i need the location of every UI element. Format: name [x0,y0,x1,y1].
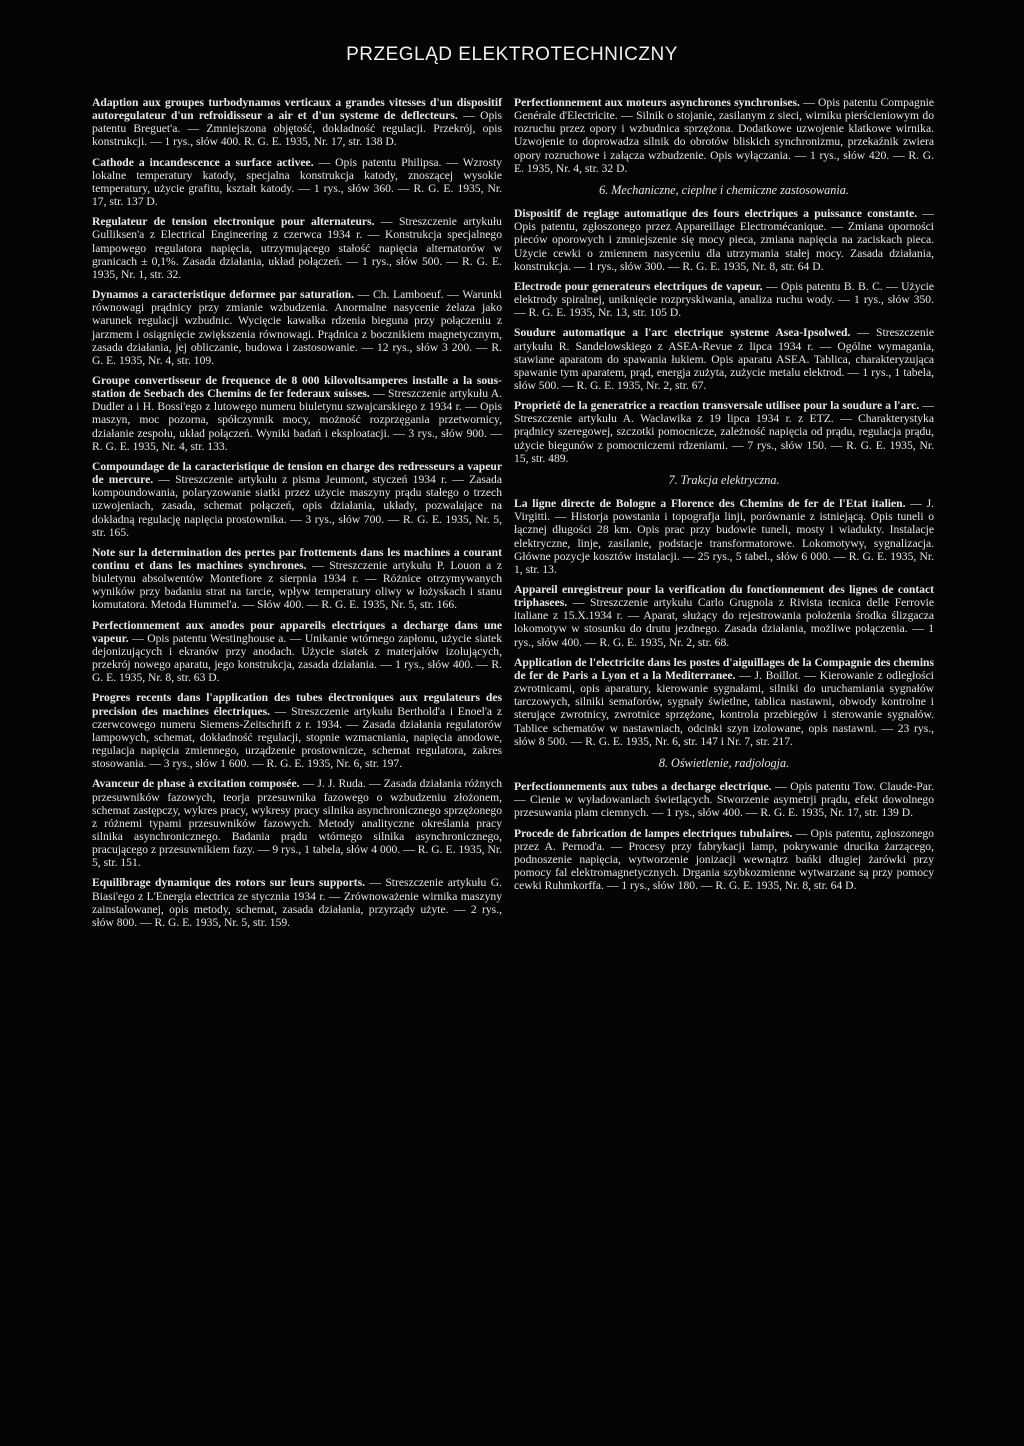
entry-body: — Opis patentu Breguet'a. — Zmniejszona objętość, dokładność regulacji. Przekrój, opis konstrukcji. — 1 rys., słów 400. R. G. E. 1935, Nr. 17, str. 138 D. [92,109,503,149]
entry-title: Groupe convertisseur de frequence de 8 000 kilovoltsamperes installe a la sous-station de Seebach des Chemins de fer federaux suisses. [92,373,502,401]
abstract-entry [514,583,934,649]
entry-body: — Ch. Lamboeuf. — Warunki równowagi prądnicy przy zmianie wzbudzenia. Anormalne nasycenie żelaza jako warunek regulacji wzbudnic. Wycięcie kawałka rdzenia bieguna przy połączeniu z jarzmem i osiągnięcie zwiększenia równowagi. Prądnica z bocznikiem magnetycznym, zasada działania, jej obliczanie, budowa i zastosowanie. — 12 rys., słów 3 200. — R. G. E. 1935, Nr. 4, str. 109. [92,288,502,367]
entry-body: — Streszczenie artykułu A. Wacławika z 19 lipca 1934 r. z ETZ. — Charakterystyka prądnicy szeregowej, szczotki pomocnicze, zależność napięcia od prądu, regulacja prądu, użycie biegunów z pomocniczemi rdzeniami. — 7 rys., słów 150. — R. G. E. 1935, Nr. 15, str. 489. [514,399,934,465]
section-heading: 8. Oświetlenie, radjologja. [658,755,790,770]
entry-title: Adaption aux groupes turbodynamos verticaux a grandes vitesses d'un dispositif autoregulateur d'un refroidisseur a air et d'un systeme de deflecteurs. [92,96,502,123]
abstract-entry [92,288,502,367]
entry-body: — Streszczenie artykułu G. Biasi'ego z L'Energia electrica ze stycznia 1934 r. — Zrównoważenie wirnika maszyny zainstalowanej, opis metody, schemat, zasada działania, przyrządy użyte. — 2 rys., słów 800. — R. G. E. 1935, Nr. 5, str. 159. [92,876,502,929]
entry-body: — Opis patentu Tow. Claude-Par. — Cienie w wyładowaniach świetlących. Stworzenie asymetrji prądu, efekt dowolnego przesuwania plam ciemnych. — 1 rys., słów 400. — R. G. E. 1935, Nr. 17, str. 139 D. [514,780,934,820]
entry-title: Perfectionnement aux anodes pour appareils electriques a decharge dans une vapeur. [92,618,502,645]
entry-body: — Opis patentu B. B. C. — Użycie elektrody spiralnej, uniknięcie rozpryskiwania, analiza ruchu wody. — 1 rys., słów 350. — R. G. E. 1935, Nr. 13, str. 105 D. [514,279,935,320]
entry-title: Note sur la determination des pertes par frottements dans les machines a courant continu et dans les machines synchrones. [92,545,502,572]
section-heading: 6. Mechaniczne, cieplne i chemiczne zastosowania. [599,182,849,197]
entry-body: — Streszczenie artykułu Carlo Grugnola z Rivista tecnica delle Ferrovie italiane z 15.X.1934 r. — Aparat, służący do rejestrowania położenia środka ślizgacza lokomotyw w stosunku do drutu jezdnego. Zasada działania, możliwe połączenia. — 1 rys., słów 400. — R. G. E. 1935, Nr. 2, str. 68. [514,596,934,649]
abstract-entry [92,876,502,929]
entry-title: Cathode a incandescence a surface activee. [92,155,314,169]
abstract-entry [514,656,934,748]
entry-title: Appareil enregistreur pour la verification du fonctionnement des lignes de contact triphasees. [514,583,934,610]
entry-body: — J. J. Ruda. — Zasada działania różnych przesuwników fazowych, teorja przesuwnika fazowego o wzbudzeniu złożonem, schemat zastępczy, wykres pracy, wykresy pracy silnika asynchronicznego sprzężonego z różnemi typami przesuwników fazowych. Metody analityczne określania pracy silnika asynchronicznego. Badania prądu wtórnego silnika asynchronicznego, pracującego z przesuwnikiem fazy. — 9 rys., 1 tabela, słów 4 000. — R. G. E. 1935, Nr. 5, str. 151. [92,777,502,870]
entry-title: Equilibrage dynamique des rotors sur leurs supports. [92,876,365,890]
entry-title: Compoundage de la caracteristique de tension en charge des redresseurs a vapeur de mercure. [92,459,502,487]
entry-body: — Opis patentu Compagnie Genérale d'Electricite. — Silnik o stojanie, zasilanym z sieci, wirniku pierścieniowym do rozruchu przez opory i wzbudnica sprzężona. Dodatkowe uzwojenie klatkowe wirnika. Uzwojenie to doprowadza silnik do obrotów bliskich synchronizmu, przekaźnik zwiera opory rozruchowe i załącza wzbudzenie. Opis wyłączania. — 1 rys., słów 420. — R. G. E. 1935, Nr. 4, str. 32 D. [514,96,934,175]
entry-title: Dispositif de reglage automatique des fours electriques a puissance constante. [514,207,918,221]
entry-body: — Opis patentu Westinghouse a. — Unikanie wtórnego zapłonu, użycie siatek dejonizujących i ekranów przy anodach. Użycie siatek z materjałów izolujących, przekrój nowego aparatu, jego konstrukcja, zasada działania. — 1 rys., słów 400. — R. G. E. 1935, Nr. 8, str. 63 D. [92,631,502,685]
abstract-entry [514,207,934,273]
abstract-entry [92,374,502,453]
entry-body: — Streszczenie artykułu A. Dudler a i H. Bossi'ego z lutowego numeru biuletynu szwajcarskiego z 1934 r. — Opis maszyn, moc pozorna, spółczynnik mocy, możność rozprzęgania przetwornicy, działanie zespołu, układ połączeń. Wyniki badań i eksploatacji. — 3 rys., słów 900. — R. G. E. 1935, Nr. 4, str. 133. [92,387,502,453]
entry-title: Regulateur de tension electronique pour alternateurs. [92,215,375,229]
entry-title: Procede de fabrication de lampes electriques tubulaires. [514,826,793,840]
entry-title: Soudure automatique a l'arc electrique systeme Asea-Ipsolwed. [514,326,851,340]
entry-title: Perfectionnements aux tubes a decharge electrique. [514,780,772,794]
entry-body: — Opis patentu Philipsa. — Wzrosty lokalne temperatury katody, specjalna konstrukcja katody, znoszącej wysokie temperatury, użycie grafitu, kształt katody. — 1 rys., słów 360. — R. G. E. 1935, Nr. 17, str. 137 D. [92,155,503,209]
abstract-entry [514,780,934,819]
entry-title: Proprieté de la generatrice a reaction transversale utilisee pour la soudure a l'arc. [514,399,920,413]
entry-body: — Opis patentu, zgłoszonego przez Appareillage Electromécanique. — Zmiana oporności pieców oporowych i zmniejszenie się mocy pieca, zmiana napięcia na zaciskach pieca. Użycie cewki o zmiennem nasyceniu dla utrzymania stałej mocy. Zasada działania, konstrukcja. — 1 rys., słów 300. — R. G. E. 1935, Nr. 8, str. 64 D. [514,207,934,273]
entry-body: — Streszczenie artykułu P. Louon a z biuletynu absolwentów Montefiore z sierpnia 1934 r. — Różnice otrzymywanych wyników przy badaniu strat na tarcie, wpływ temperatury oliwy w łożyskach i stanu komutatora. Metoda Hummel'a. — Słów 400. — R. G. E. 1935, Nr. 5, str. 166. [92,559,502,612]
abstract-entry [514,326,934,392]
abstract-entry [92,619,502,685]
abstract-entry [92,777,502,869]
entry-body: — Streszczenie artykułu R. Sandelowskiego z ASEA-Revue z lipca 1934 r. — Ogólne wymagania, stawiane aparatom do spawania łukiem. Opis aparatu ASEA. Tablica, charakteryzująca spawanie tym aparatem, prąd, energja zużyta, zużycie metalu elektrod. — 1 rys., 1 tabela, słów 500. — R. G. E. 1935, Nr. 2, str. 67. [514,326,934,392]
entry-body: — J. Virgitti. — Historja powstania i topografja linji, porównanie z istniejącą. Opis tuneli o łącznej długości 28 km. Opis prac przy budowie tuneli, mosty i wiadukty. Instalacje elektryczne, linje, zasilanie, podstacje transformatorowe. Lokomotywy, sygnalizacja. Główne pozycje kosztów instalacji. — 25 rys., 5 tabel., słów 6 000. — R. G. E. 1935, Nr. 1, str. 13. [514,497,934,576]
entry-body: — Streszczenie artykułu z pisma Jeumont, styczeń 1934 r. — Zasada kompoundowania, polaryzowanie siatki przez użycie maszyny prądu stałego o trzech uzwojeniach, zasada, schemat połączeń, opis działania, układy, pozwalające na dokładną regulację napięcia prostownika. — 3 rys., słów 700. — R. G. E. 1935, Nr. 5, str. 165. [92,473,502,539]
left-column [92,96,502,936]
entry-body: — Streszczenie artykułu Gulliksen'a z Electrical Engineering z czerwca 1934 r. — Konstrukcja specjalnego lampowego regulatora napięcia, utrzymującego stałość napięcia alternatorów w granicach ± 0,1%. Zasada działania, układ połączeń. — 1 rys., słów 500. — R. G. E. 1935, Nr. 1, str. 32. [92,215,502,281]
entry-body: — Streszczenie artykułu Berthold'a i Enoel'a z czerwcowego numeru Siemens-Zeitschrift z r. 1934. — Zasada działania regulatorów lampowych, schemat, dokładność regulacji, stopnie wzmacniania, napięcia anodowe, regulacja napięcia zmiennego, urządzenie prostownicze, schemat regulatora, zakres stosowania. — 3 rys., słów 1 600. — R. G. E. 1935, Nr. 6, str. 197. [92,704,502,771]
abstract-entry [92,546,502,612]
entry-body: — Opis patentu, zgłoszonego przez A. Pernod'a. — Procesy przy fabrykacji lamp, pokrywanie drucika żarzącego, podnoszenie napięcia, wytworzenie jonizacji wewnątrz bańki długiej żarówki przy pomocy fal elektromagnetycznych. Drgania szybkozmienne wytwarzane są przy pomocy cewki Ruhmkorffa. — 1 rys., słów 180. — R. G. E. 1935, Nr. 8, str. 64 D. [514,826,934,893]
abstract-entry [514,280,934,319]
right-column [514,96,934,899]
abstract-entry [514,399,934,465]
entry-title: La ligne directe de Bologne a Florence des Chemins de fer de l'Etat italien. [514,497,906,511]
entry-title: Electrode pour generateurs electriques de vapeur. [514,279,763,293]
abstract-entry [514,827,934,893]
entry-title: Avanceur de phase à excitation composée. [92,777,300,791]
abstract-entry [514,96,934,175]
abstract-entry [514,497,934,576]
entry-body: — J. Boillot. — Kierowanie z odległości zwrotnicami, opis aparatury, kierowanie sygnałami, silniki do uruchamiania sygnałów tarczowych, silniki semaforów, sygnały świetlne, tablica nastawni, obwody kontrolne i sterujące zwrotnicy, zwrotnice sprzężone, kontrola przebiegów i sterowanie sygnałów. Tablice schematów w nastawniach, odcinki szyn izolowane, opis nastawni. — 23 rys., słów 8 500. — R. G. E. 1935, Nr. 6, str. 147 i Nr. 7, str. 217. [514,668,935,748]
entry-title: Application de l'electricite dans les postes d'aiguillages de la Compagnie des chemins de fer de Paris a Lyon et a la Mediterranee. [514,655,934,682]
abstract-entry [92,156,502,209]
abstract-entry [92,96,502,149]
entry-title: Progres recents dans l'application des tubes électroniques aux regulateurs des precision des machines électriques. [92,691,502,718]
entry-title: Perfectionnement aux moteurs asynchrones synchronises. [514,96,800,109]
abstract-entry [92,215,502,281]
section-heading: 7. Trakcja elektryczna. [668,472,780,487]
abstract-entry [92,691,502,770]
entry-title: Dynamos a caracteristique deformee par saturation. [92,288,354,302]
abstract-entry [92,460,502,539]
page-header: PRZEGLĄD ELEKTROTECHNICZNY [346,44,678,65]
